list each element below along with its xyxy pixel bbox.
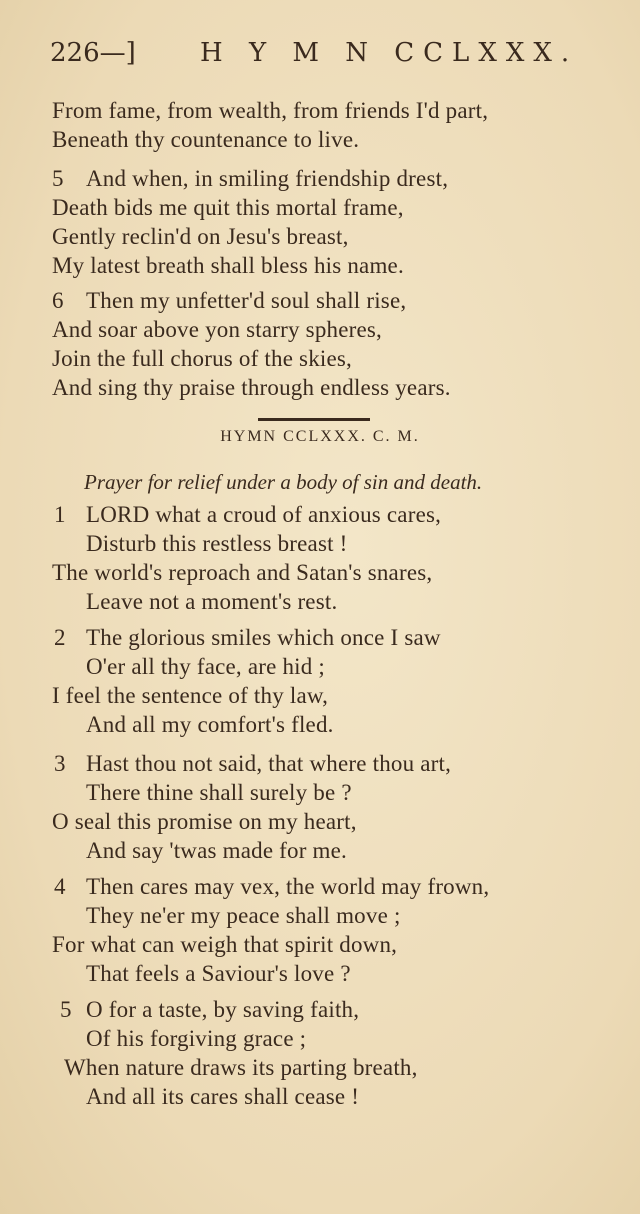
verse-line: For what can weigh that spirit down, <box>52 932 398 957</box>
running-title: H Y M N CCLXXX. <box>200 38 579 68</box>
verse-line: They ne'er my peace shall move ; <box>86 903 401 928</box>
verse-line: The world's reproach and Satan's snares, <box>52 560 433 585</box>
verse-line: O seal this promise on my heart, <box>52 809 357 834</box>
running-header <box>50 38 610 72</box>
verse-line: LORD what a croud of anxious cares, <box>86 502 442 527</box>
verse-line: Death bids me quit this mortal frame, <box>52 195 404 220</box>
verse-line: O'er all thy face, are hid ; <box>86 654 325 679</box>
verse-line: There thine shall surely be ? <box>86 780 352 805</box>
verse-number: 4 <box>54 874 66 899</box>
hymn-subtitle: Prayer for relief under a body of sin and death. <box>84 470 483 494</box>
verse-line: Then cares may vex, the world may frown, <box>86 874 490 899</box>
verse-line: And say 'twas made for me. <box>86 838 347 863</box>
verse-line: And all my comfort's fled. <box>86 712 334 737</box>
verse-line: My latest breath shall bless his name. <box>52 253 404 278</box>
verse-line: And sing thy praise through endless years. <box>52 375 451 400</box>
verse-line: And all its cares shall cease ! <box>86 1084 360 1109</box>
verse-line: Leave not a moment's rest. <box>86 589 338 614</box>
verse-line: Hast thou not said, that where thou art, <box>86 751 452 776</box>
verse-number: 5 <box>60 997 72 1022</box>
verse-line: Beneath thy countenance to live. <box>52 127 360 152</box>
page-number: 226—] <box>50 38 136 68</box>
verse-number: 3 <box>54 751 66 776</box>
verse-line: The glorious smiles which once I saw <box>86 625 441 650</box>
verse-line: Of his forgiving grace ; <box>86 1026 307 1051</box>
verse-line: That feels a Saviour's love ? <box>86 961 351 986</box>
verse-number: 6 <box>52 288 64 313</box>
verse-line: And when, in smiling friendship drest, <box>86 166 449 191</box>
verse-line: Join the full chorus of the skies, <box>52 346 353 371</box>
section-divider <box>258 418 370 421</box>
verse-line: O for a taste, by saving faith, <box>86 997 360 1022</box>
verse-line: From fame, from wealth, from friends I'd part, <box>52 98 489 123</box>
verse-line: Gently reclin'd on Jesu's breast, <box>52 224 349 249</box>
hymn-heading: HYMN CCLXXX. C. M. <box>220 428 420 445</box>
verse-number: 1 <box>54 502 66 527</box>
verse-line: I feel the sentence of thy law, <box>52 683 329 708</box>
verse-line: Disturb this restless breast ! <box>86 531 348 556</box>
verse-line: And soar above yon starry spheres, <box>52 317 382 342</box>
verse-number: 5 <box>52 166 64 191</box>
verse-line: Then my unfetter'd soul shall rise, <box>86 288 407 313</box>
verse-number: 2 <box>54 625 66 650</box>
verse-line: When nature draws its parting breath, <box>64 1055 418 1080</box>
